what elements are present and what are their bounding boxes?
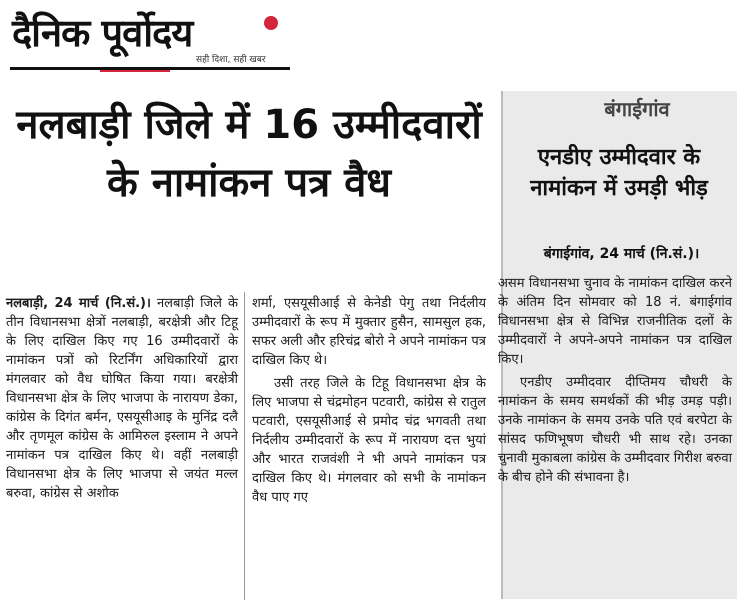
masthead [10, 4, 290, 74]
main-body-text: नलबाड़ी जिले के तीन विधानसभा क्षेत्रों नलबाड़ी, बरक्षेत्री और टिहू के लिए दाखिल किए गए 16 उम्मीदवारों के नामांकन पत्रों को रिटर्निंग अधिकारियों द्वारा मंगलवार को वैध घोषित किया गया। बरक्षेत्री विधानसभा क्षेत्र के लिए भाजपा के नारायण डेका, कांग्रेस के दिगंत बर्मन, एसयूसीआइ के मुनिंद्र दलै और तृणमूल कांग्रेस के आमिरुल इस्लाम ने अपने नामांकन पत्र दाखिल किए थे। वहीं नलबाड़ी विधानसभा क्षेत्र के लिए भाजपा से जयंत मल्ल बरुवा, कांग्रेस से अशोक [6, 296, 238, 501]
side-body-paragraph: एनडीए उम्मीदवार दीप्तिमय चौधरी के नामांकन के समय समर्थकों की भीड़ उमड़ पड़ी। उनके नामांकन के समय उनके पति एवं बरपेटा के सांसद फणिभूषण चौधरी भी साथ रहे। उनका चुनावी मुकाबला कांग्रेस के उम्मीदवार गिरीश बरुवा के बीच होने की संभावना है। [498, 375, 732, 485]
side-location-label: बंगाईगांव [604, 97, 670, 121]
masthead-logo-dot [264, 16, 278, 30]
side-body-paragraph: असम विधानसभा चुनाव के नामांकन दाखिल करने के अंतिम दिन सोमवार को 18 नं. बंगाईगांव विधानसभा क्षेत्र से विभिन्न राजनीतिक दलों के उम्मीदवारों ने अपने-अपने नामांकन पत्र दाखिल किए। [498, 276, 732, 367]
side-dateline: बंगाईगांव, 24 मार्च (नि.सं.)। [543, 246, 700, 262]
column-divider [244, 292, 245, 600]
masthead-accent-rule [100, 70, 170, 72]
main-dateline: नलबाड़ी, 24 मार्च (नि.सं.)। [6, 296, 151, 311]
side-headline: एनडीए उम्मीदवार के नामांकन में उमड़ी भीड़ [530, 145, 708, 201]
masthead-title: दैनिक पूर्वोदय [12, 11, 193, 55]
main-body-paragraph: उसी तरह जिले के टिहू विधानसभा क्षेत्र के लिए भाजपा से चंद्रमोहन पटवारी, कांग्रेस से रातुल पटवारी, एसयूसीआई से प्रमोद चंद्र भगवती तथा निर्दलीय उम्मीदवारों के रूप में नारायण दत्त भुयां और भारत राजवंशी ने भी अपने नामांकन पत्र दाखिल किए थे। मंगलवार को सभी के नामांकन वैध पाए गए [252, 376, 486, 505]
main-story-column-1 [6, 294, 238, 604]
main-headline: नलबाड़ी जिले में 16 उम्मीदवारों के नामांकन पत्र वैध [16, 102, 482, 206]
masthead-tagline: सही दिशा, सही खबर [196, 55, 266, 65]
side-story-column [498, 274, 732, 604]
main-body-paragraph: शर्मा, एसयूसीआई से केनेडी पेगु तथा निर्दलीय उम्मीदवारों के रूप में मुक्तार हुसैन, सामसुल हक, सफर अली और हरिचंद्र बोरो ने अपने नामांकन पत्र दाखिल किए थे। [252, 296, 486, 368]
main-story-column-2 [252, 294, 486, 604]
